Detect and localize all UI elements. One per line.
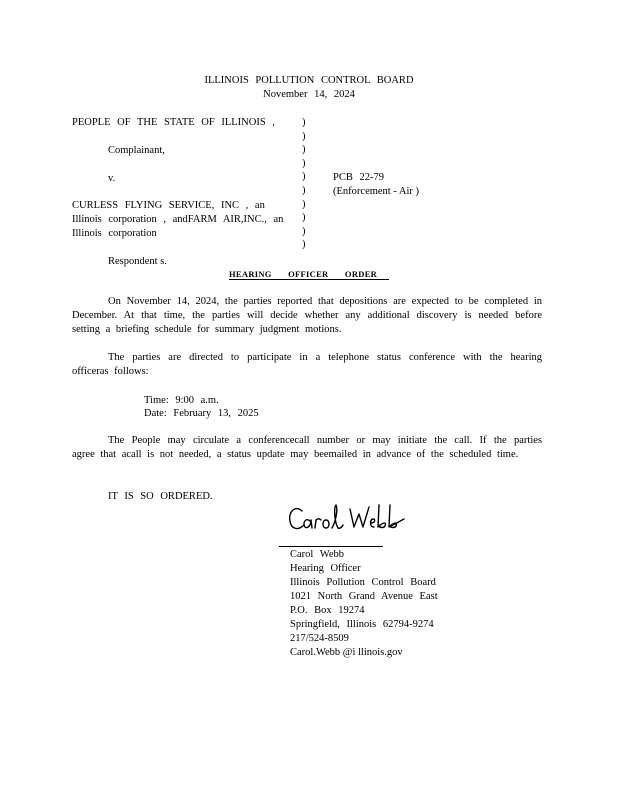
- complainant-label: Complainant,: [108, 145, 165, 156]
- paren: ): [302, 157, 306, 169]
- header-date: November 14, 2024: [263, 89, 355, 100]
- so-ordered: IT IS SO ORDERED.: [108, 491, 213, 502]
- complainant-name: PEOPLE OF THE STATE OF ILLINOIS ,: [72, 117, 275, 128]
- signature-line: [279, 546, 383, 547]
- address-street: 1021 North Grand Avenue East: [290, 591, 438, 602]
- paren: ): [302, 144, 306, 156]
- paren: ): [302, 239, 306, 251]
- address-po-box: P.O. Box 19274: [290, 605, 365, 616]
- caption-parentheses: [302, 116, 306, 252]
- paren: ): [302, 212, 306, 224]
- paragraph-status-conference: The parties are directed to participate in a telephone status conference with the hearing officeras follows:: [72, 352, 542, 377]
- conference-date: Date: February 13, 2025: [144, 408, 259, 419]
- order-title: HEARING OFFICER ORDER: [229, 269, 378, 279]
- case-type: (Enforcement - Air ): [333, 186, 420, 197]
- paren: ): [302, 198, 306, 210]
- signer-title: Hearing Officer: [290, 563, 361, 574]
- address-city: Springfield, Illinois 62794-9274: [290, 619, 434, 630]
- paren: ): [302, 117, 306, 128]
- respondent-line-2: Illinois corporation , andFARM AIR,INC., an: [72, 214, 284, 225]
- paragraph-call: The People may circulate a conferencecall number or may initiate the call. If the parties agree that acall is not needed, a status update may beemailed in advance of the scheduled time.: [72, 435, 542, 460]
- case-number: PCB 22-79: [333, 172, 384, 183]
- conference-time: Time: 9:00 a.m.: [144, 395, 219, 406]
- handwritten-signature: [286, 501, 416, 541]
- agency-name: ILLINOIS POLLUTION CONTROL BOARD: [204, 75, 414, 86]
- paren: ): [302, 184, 306, 196]
- respondent-line-1: CURLESS FLYING SERVICE, INC , an: [72, 200, 265, 211]
- signer-organization: Illinois Pollution Control Board: [290, 577, 436, 588]
- signer-phone: 217/524-8509: [290, 633, 349, 644]
- paragraph-depositions: On November 14, 2024, the parties reported that depositions are expected to be completed in December. At that time, the parties will decide whether any additional discovery is needed before setting a briefing schedule for summary judgment motions.: [72, 296, 542, 335]
- paren: ): [302, 130, 306, 142]
- paren: ): [302, 171, 306, 183]
- versus-label: v.: [108, 173, 116, 184]
- signer-email: Carol.Webb @i llinois.gov: [290, 647, 403, 658]
- paren: ): [302, 225, 306, 237]
- order-title-underline: [229, 279, 389, 280]
- respondent-label: Respondent s.: [108, 256, 167, 267]
- respondent-line-3: Illinois corporation: [72, 228, 157, 239]
- signer-name: Carol Webb: [290, 549, 344, 560]
